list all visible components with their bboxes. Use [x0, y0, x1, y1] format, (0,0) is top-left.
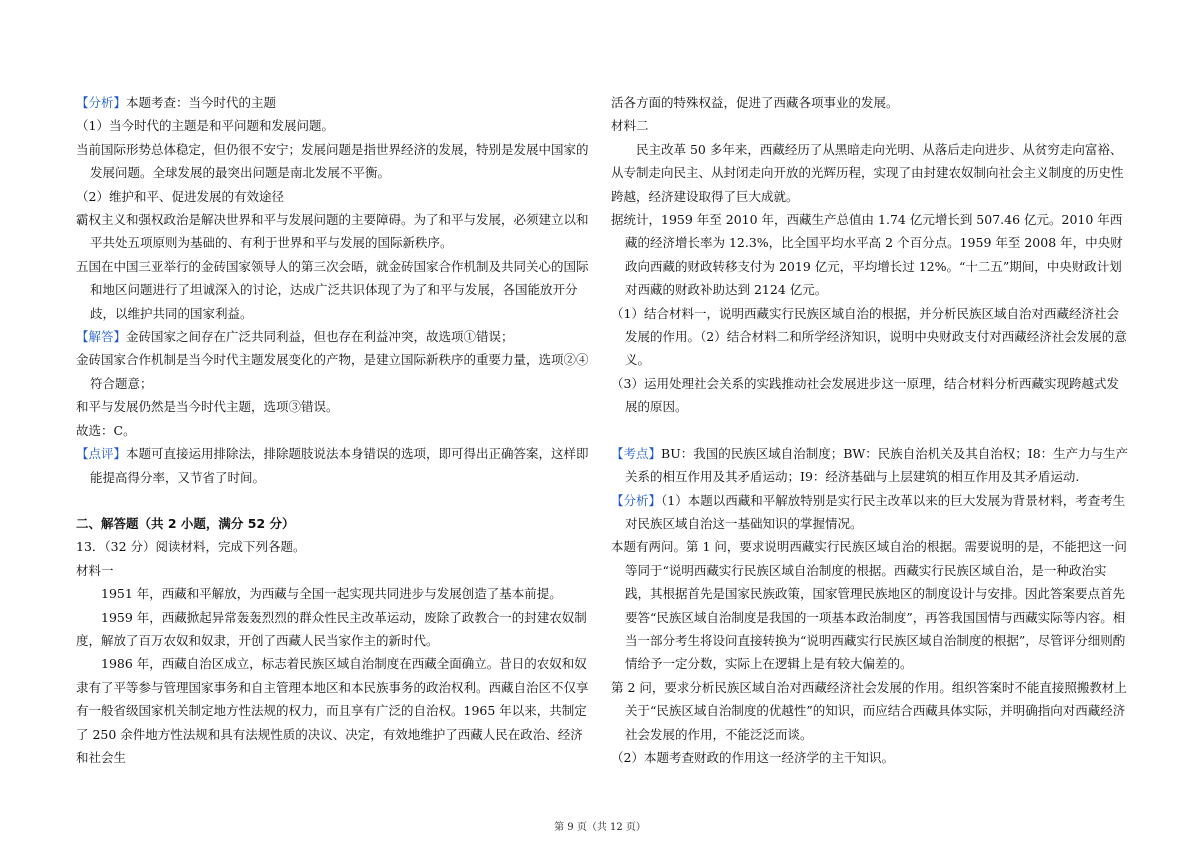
analysis-paragraph	[76, 91, 594, 114]
paragraph: 当前国际形势总体稳定，但仍很不安宁；发展问题是指世界经济的发展，特别是发展中国家的发展问题。全球发展的最突出问题是南北发展不平衡。	[76, 141, 589, 181]
paragraph: 霸权主义和强权政治是解决世界和平与发展问题的主要障碍。为了和平与发展，必须建立以和平共处五项原则为基础的、有利于世界和平与发展的国际新秩序。	[76, 212, 589, 251]
analysis-tag: 【分析】	[611, 492, 662, 508]
paragraph: 1951 年，西藏和平解放，为西藏与全国一起实现共同进步与发展创造了基本前提。	[101, 586, 562, 602]
answer-paragraph	[76, 325, 594, 348]
paragraph: 1986 年，西藏自治区成立，标志着民族区域自治制度在西藏全面确立。昔日的农奴和奴隶有了平等参与管理国家事务和自主管理本地区和本民族事务的政治权利。西藏自治区不仅享有一般省级国家机关制定地方性法规的权力，而且享有广泛的自治权。1965 年以来，共制定了 250 余件地方性法规和具有法规性质的决议、决定，有效地维护了西藏人民在政治、经济和社会生	[76, 656, 589, 765]
paragraph: （1）当今时代的主题是和平问题和发展问题。	[76, 118, 334, 134]
analysis-intro: 本题考查：当今时代的主题	[126, 95, 277, 110]
section-heading: 二、解答题（共 2 小题，满分 52 分）	[76, 515, 295, 531]
comment-text: 本题可直接运用排除法，排除题肢说法本身错误的选项，即可得出正确答案，这样即能提高得分率，又节省了时间。	[90, 446, 589, 485]
paragraph: （2）本题考查财政的作用这一经济学的主干知识。	[611, 749, 894, 765]
paragraph: 1959 年，西藏掀起异常轰轰烈烈的群众性民主改革运动，废除了政教合一的封建农奴制度，解放了百万农奴和奴隶，开创了西藏人民当家作主的新时代。	[76, 609, 587, 648]
right-column	[611, 91, 1129, 769]
analysis-text: （1）本题以西藏和平解放特别是实行民主改革以来的巨大发展为背景材料，考查考生对民族区域自治这一基础知识的掌握情况。	[625, 492, 1126, 531]
answer-text: 金砖国家之间存在广泛共同利益，但也存在利益冲突，故选项①错误；	[126, 329, 514, 345]
analysis-tag: 【分析】	[76, 95, 127, 110]
question-part: （3）运用处理社会关系的实践推动社会发展进步这一原理，结合材料分析西藏实现跨越式发展的原因。	[611, 375, 1119, 415]
comment-paragraph	[76, 442, 594, 489]
paragraph: 民主改革 50 多年来，西藏经历了从黑暗走向光明、从落后走向进步、从贫穷走向富裕、从专制走向民主、从封闭走向开放的光辉历程，实现了由封建农奴制向社会主义制度的历史性跨越，经济建设取得了巨大成就。	[611, 141, 1124, 204]
point-paragraph	[611, 442, 1129, 489]
analysis-paragraph	[611, 489, 1129, 536]
paragraph: 故选：C。	[76, 422, 136, 438]
paragraph: 本题有两问。第 1 问，要求说明西藏实行民族区域自治的根据。需要说明的是，不能把这一问等同于“说明西藏实行民族区域自治制度的根据。西藏实行民族区域自治，是一种政治实践，其根据首先是国家民族政策，国家管理民族地区的制度设计与安排。因此答案要点首先要答“民族区域自治制度是我国的一项基本政治制度”，再答我国国情与西藏实际等内容。相当一部分考生将设问直接转换为“说明西藏实行民族区域自治制度的根据”，尽管评分细则酌情给予一定分数，实际上在逻辑上是有较大偏差的。	[611, 539, 1127, 672]
question-part: （1）结合材料一，说明西藏实行民族区域自治的根据，并分析民族区域自治对西藏经济社会发展的作用。（2）结合材料二和所学经济知识，说明中央财政支付对西藏经济社会发展的意义。	[611, 305, 1127, 368]
comment-tag: 【点评】	[76, 446, 127, 462]
paragraph: 金砖国家合作机制是当今时代主题发展变化的产物，是建立国际新秩序的重要力量，选项②④符合题意；	[76, 352, 589, 391]
paragraph: （2）维护和平、促进发展的有效途径	[76, 188, 284, 204]
paragraph: 据统计，1959 年至 2010 年，西藏生产总值由 1.74 亿元增长到 507.46 亿元。2010 年西藏的经济增长率为 12.3%，比全国平均水平高 2 个百分点。1959 年至 2008 年，中央财政向西藏的财政转移支付为 2019 亿元，平均增长过 12%。“十二五”期间，中央财政计划对西藏的财政补助达到 2124 亿元。	[611, 212, 1123, 298]
point-tag: 【考点】	[611, 445, 662, 461]
material-label: 材料一	[76, 562, 114, 578]
material-label: 材料二	[611, 118, 649, 134]
paragraph: 五国在中国三亚举行的金砖国家领导人的第三次会晤，就金砖国家合作机制及共同关心的国际和地区问题进行了坦诚深入的讨论，达成广泛共识体现了为了和平与发展，各国能放开分歧，以维护共同的国家利益。	[76, 258, 589, 321]
point-text: BU：我国的民族区域自治制度；BW：民族自治机关及其自治权；I8：生产力与生产关系的相互作用及其矛盾运动；I9：经济基础与上层建筑的相互作用及其矛盾运动.	[625, 445, 1129, 485]
paragraph: 活各方面的特殊权益，促进了西藏各项事业的发展。	[611, 95, 899, 110]
paragraph: 和平与发展仍然是当今时代主题，选项③错误。	[76, 399, 339, 415]
page-footer: 第 9 页（共 12 页）	[554, 822, 646, 833]
left-column	[76, 91, 594, 769]
answer-tag: 【解答】	[76, 329, 127, 345]
question-13: 13．（32 分）阅读材料，完成下列各题。	[76, 539, 306, 555]
paragraph: 第 2 问，要求分析民族区域自治对西藏经济社会发展的作用。组织答案时不能直接照搬教材上关于“民族区域自治制度的优越性”的知识，而应结合西藏具体实际，并明确指向对西藏经济社会发展的作用，不能泛泛而谈。	[611, 679, 1127, 742]
